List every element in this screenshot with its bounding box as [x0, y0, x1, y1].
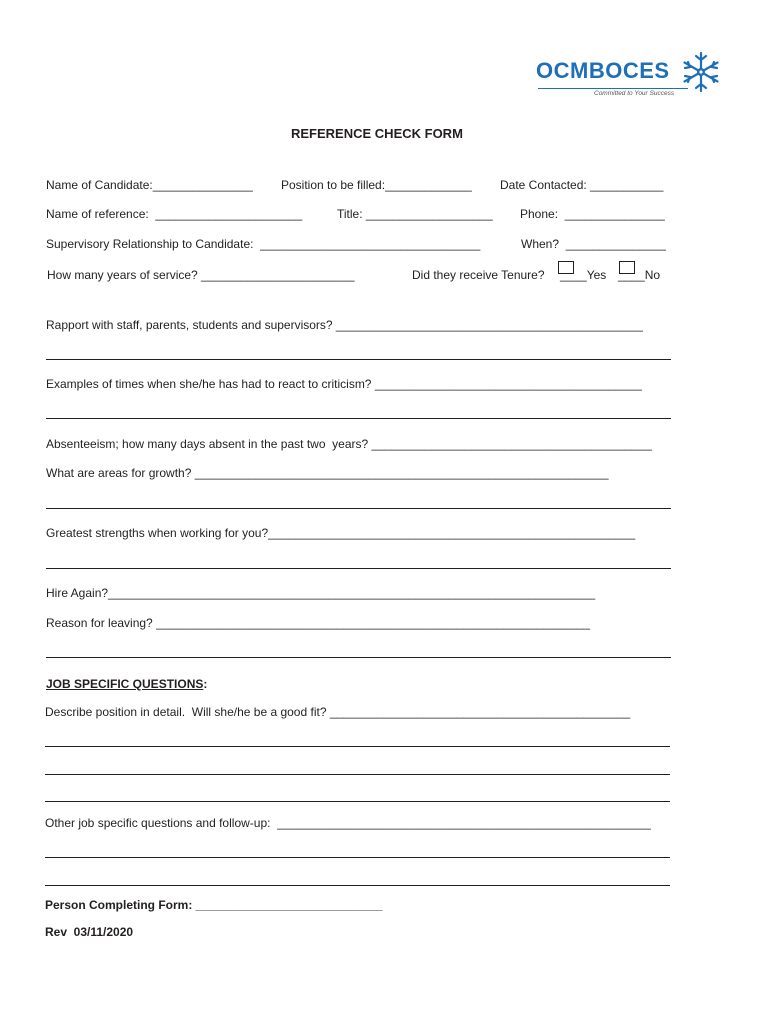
answer-line[interactable]	[45, 857, 670, 858]
logo-rule	[538, 88, 688, 89]
date-contacted-field[interactable]: Date Contacted: ___________	[500, 178, 664, 192]
answer-line[interactable]	[46, 568, 671, 569]
strengths-question[interactable]: Greatest strengths when working for you?_______________________________________________________	[46, 526, 636, 540]
describe-position-question[interactable]: Describe position in detail. Will she/he be a good fit? _____________________________________________	[45, 705, 631, 719]
form-title: REFERENCE CHECK FORM	[291, 126, 463, 141]
ocmboces-logo	[536, 48, 736, 100]
tenure-no-label: ____No	[618, 268, 661, 282]
person-completing-field[interactable]: Person Completing Form: ____________________________	[45, 898, 383, 912]
hire-again-question[interactable]: Hire Again?_________________________________________________________________________	[46, 586, 596, 600]
logo-tagline: Committed to Your Success	[594, 90, 675, 97]
tenure-label: Did they receive Tenure?	[412, 268, 545, 282]
answer-line[interactable]	[45, 885, 670, 886]
job-specific-heading	[46, 677, 207, 691]
phone-field[interactable]: Phone: _______________	[520, 207, 665, 221]
reference-title-field[interactable]: Title: ___________________	[337, 207, 493, 221]
answer-line[interactable]	[45, 801, 670, 802]
years-of-service-field[interactable]: How many years of service? _______________________	[47, 268, 355, 282]
answer-line[interactable]	[45, 774, 670, 775]
answer-line[interactable]	[46, 359, 671, 360]
answer-line[interactable]	[46, 508, 671, 509]
position-field[interactable]: Position to be filled:_____________	[281, 178, 472, 192]
followup-question[interactable]: Other job specific questions and follow-up: ________________________________________________________	[45, 816, 651, 830]
revision-date: Rev 03/11/2020	[45, 925, 134, 939]
criticism-question[interactable]: Examples of times when she/he has had to react to criticism? ________________________________________	[46, 377, 642, 391]
rapport-question[interactable]: Rapport with staff, parents, students and supervisors? ______________________________________________	[46, 318, 643, 332]
logo-wordmark: OCMBOCES	[536, 58, 670, 83]
absenteeism-question[interactable]: Absenteeism; how many days absent in the past two years? __________________________________________	[46, 437, 652, 451]
job-specific-heading-text: JOB SPECIFIC QUESTIONS	[46, 677, 204, 691]
candidate-name-field[interactable]: Name of Candidate:_______________	[46, 178, 253, 192]
tenure-yes-label: ____Yes	[560, 268, 607, 282]
answer-line[interactable]	[46, 657, 671, 658]
answer-line[interactable]	[45, 746, 670, 747]
leaving-question[interactable]: Reason for leaving? _________________________________________________________________	[46, 616, 590, 630]
job-specific-heading-colon: :	[203, 677, 208, 691]
when-field[interactable]: When? _______________	[521, 237, 666, 251]
reference-name-field[interactable]: Name of reference: ______________________	[46, 207, 303, 221]
growth-question[interactable]: What are areas for growth? ______________________________________________________________	[46, 466, 609, 480]
snowflake-icon	[680, 50, 722, 94]
answer-line[interactable]	[46, 418, 671, 419]
relationship-field[interactable]: Supervisory Relationship to Candidate: _________________________________	[46, 237, 481, 251]
